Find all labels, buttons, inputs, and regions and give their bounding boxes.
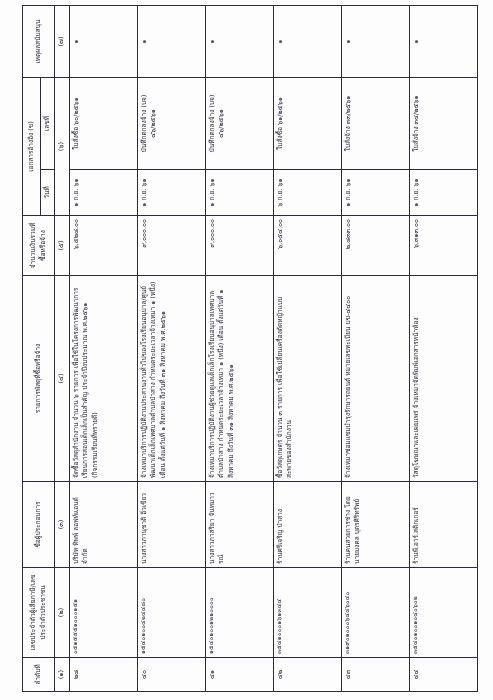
cell-doc-no: ใบสั่งจ้าง ๓๓/๒๕๖๑	[341, 78, 409, 170]
cell-detail: จ้างเหมาซ่อมแซมบำรุงรักษารถยนต์ หมายเลขทะเบียน บข-๔๔๐๐	[341, 276, 409, 482]
cell-no: ๔๐	[137, 658, 205, 692]
cell-no: ๔๒	[273, 658, 341, 692]
col-number-reason: (๗)	[55, 6, 69, 78]
col-number-no: (๑)	[55, 658, 69, 692]
cell-amount: ๒,๘๓๓.๐๐	[341, 216, 409, 276]
header-reason: เหตุผลสนับสนุน	[23, 6, 55, 78]
cell-seller: นางสาวภานุชาติ อิ่วเขียว	[137, 482, 205, 568]
cell-date: ๖ ก.ย. ๖๑	[273, 170, 341, 216]
cell-amount: ๙,๐๐๐.๐๐	[137, 216, 205, 276]
cell-tax-id: ๑๕๔๐๑๐๐๑๒๑๐๐๐๐	[205, 568, 273, 658]
col-number-tax-id: (๒)	[55, 568, 69, 658]
table-row	[273, 6, 341, 692]
cell-date: ๑ ก.ย. ๖๑	[409, 170, 477, 216]
cell-reason: ๑	[273, 6, 341, 78]
header-row	[23, 6, 41, 692]
col-number-detail: (๔)	[55, 276, 69, 482]
cell-detail: จ้างเหมาบริการปฏิบัติงานประสานงานทั่วไปของโรงเรียนอนุบาล/ศูนย์พัฒนาเด็กเล็กเทศบาลตำบลป่าสาง กำหนดระยะเวลาจ้างเหมา ๑ (หนึ่ง) เดือน ตั้งแต่วันที่ ๑ สิงหาคม ถึงวันที่ ๓๑ สิงหาคม พ.ศ.๒๕๖๑	[137, 276, 205, 482]
cell-reason: ๑	[205, 6, 273, 78]
cell-tax-id: ๓๕๔๑๐๐๐๑๖๑๓๔๔	[273, 568, 341, 658]
cell-reason: ๑	[409, 6, 477, 78]
header-tax-id: เลขประจำตัวผู้เสียภาษี/เลขประจำตัวประชาชน	[23, 568, 55, 658]
table-row	[69, 6, 137, 692]
cell-doc-no: บันทึกตกลงจ้าง (บจ) ๔๖/๒๕๖๑	[137, 78, 205, 170]
cell-detail: จ้างเหมาบริการปฏิบัติงานผู้ช่วยดูแลเด็กเล็กโรงเรียนอนุบาลเทศบาลตำบลป่าสาง กำหนดระยะเวลาจ้างเหมา ๑ (หนึ่ง) เดือน ตั้งแต่วันที่ ๑ สิงหาคม ถึงวันที่ ๓๑ สิงหาคม พ.ศ.๒๕๖๑	[205, 276, 273, 482]
cell-no: ๒๘	[69, 658, 137, 692]
cell-detail: วัสดุโฆษณาและเผยแพร่ จ้างเหมาจัดพิมพ์เอกสารหน้าห้อง	[409, 276, 477, 482]
cell-amount: ๖,๐๕๔.๐๐	[273, 216, 341, 276]
col-number-amount: (๕)	[55, 216, 69, 276]
cell-tax-id: ๐๕๑๕๕๕๑๐๐๐๑๕๑	[69, 568, 137, 658]
cell-reason: ๑	[137, 6, 205, 78]
table-row	[409, 6, 477, 692]
cell-detail: ซื้อวัสดุเกษตร จำนวน ๓ รายการ เพื่อใช้เปลี่ยนเครื่องตัดหญ้าแบบสะพายของสำนักงาน	[273, 276, 341, 482]
cell-seller: ร้านศรีเจริญ ป่าสาง	[273, 482, 341, 568]
cell-doc-no: ใบสั่งจ้าง ๓๔/๒๕๖๑	[409, 78, 477, 170]
cell-no: ๔๑	[205, 658, 273, 692]
table-row	[341, 6, 409, 692]
cell-tax-id: ๓๕๔๐๑๐๐๑๐๔๐๖๐๒	[409, 568, 477, 658]
cell-doc-no: บันทึกตกลงจ้าง (บจ) ๔๖/๒๕๖๑	[205, 78, 273, 170]
cell-tax-id: ๑๕๔๐๑๐๐๔๒๔๔๘๐	[137, 568, 205, 658]
cell-no: ๔๔	[409, 658, 477, 692]
cell-reason: ๑	[341, 6, 409, 78]
cell-date: ๑ ก.ย. ๖๑	[205, 170, 273, 216]
table-row	[137, 6, 205, 692]
cell-amount: ๖,๕๒๘.๐๐	[69, 216, 137, 276]
cell-no: ๔๓	[341, 658, 409, 692]
cell-doc-no: ใบสั่งซื้อ ๖๑/๒๕๖๑	[273, 78, 341, 170]
cell-seller: นางสาวภาสริยา จันทมาวรณ์	[205, 482, 273, 568]
table-row	[205, 6, 273, 692]
col-number-evidence: (๖)	[55, 78, 69, 216]
cell-seller: ร้านพี.อาร์.สติกเกอร์	[409, 482, 477, 568]
cell-date: ๑ ก.ย. ๖๑	[137, 170, 205, 216]
header-amount: จำนวนเงินรวมที่ซื้อหรือจ้าง	[23, 216, 55, 276]
header-doc-no: เลขที่	[41, 78, 55, 170]
header-detail: รายการพัสดุที่ซื้อหรือจ้าง	[23, 276, 55, 482]
cell-date: ๑ ก.ย. ๖๑	[341, 170, 409, 216]
cell-date: ๑ ก.ย. ๖๑	[69, 170, 137, 216]
procurement-table	[22, 5, 478, 692]
cell-detail: จัดซื้อวัสดุสำนักงาน จำนวน ๖ รายการ เพื่อใช้ในโครงการพัฒนาการเรียนการสอนเด็กเล็กเป็นสำคัญ ประจำปีงบประมาณ พ.ศ.๒๕๖๑ (กิจกรรมเรียนที่ทรายดี)	[69, 276, 137, 482]
column-number-row	[55, 6, 69, 692]
header-date: วันที่	[41, 170, 55, 216]
cell-reason: ๑	[69, 6, 137, 78]
header-seller: ชื่อผู้ประกอบการ	[23, 482, 55, 568]
cell-amount: ๙,๐๐๐.๐๐	[205, 216, 273, 276]
header-no: ลำดับที่	[23, 658, 55, 692]
cell-seller: บริษัท ทิพพ์ ลอฟท์แอนด์ จำกัด	[69, 482, 137, 568]
header-evidence: เอกสารอ้างอิง (ข)	[23, 78, 41, 216]
cell-doc-no: ใบสั่งซื้อ ๖๐/๒๕๖๑	[69, 78, 137, 170]
col-number-seller: (๓)	[55, 482, 69, 568]
cell-amount: ๖,๓๑๓.๐๐	[409, 216, 477, 276]
cell-tax-id: ๓๑๙๐๑๐๐๐๖๔๔๖๐๔๐	[341, 568, 409, 658]
cell-seller: ร้านคนสวยการช่าง โดยนายมงคล บุตรศิริทรัพย์	[341, 482, 409, 568]
